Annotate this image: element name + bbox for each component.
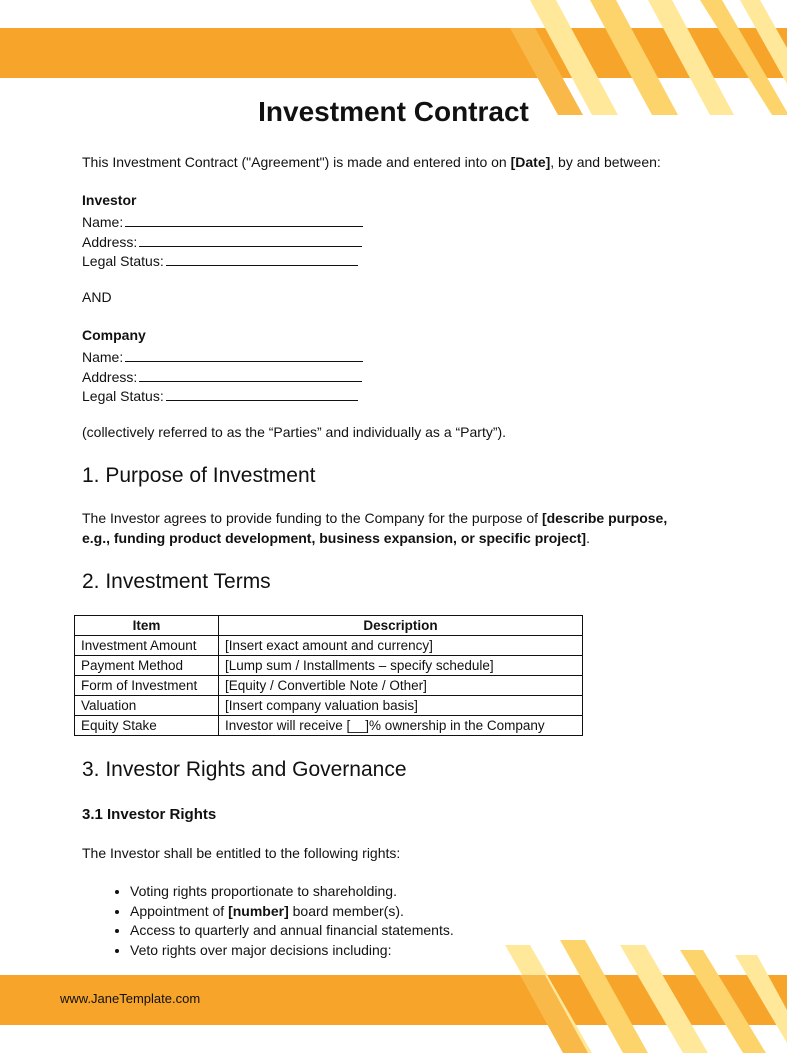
investment-terms-table (74, 615, 583, 736)
table-cell-description: Investor will receive [__]% ownership in the Company (219, 716, 583, 736)
table-cell-item: Payment Method (75, 656, 219, 676)
footer-url[interactable]: www.JaneTemplate.com (60, 991, 201, 1006)
table-row (75, 696, 583, 716)
company-legal-line[interactable] (166, 386, 358, 401)
investor-heading: Investor (82, 192, 137, 208)
section2-heading: 2. Investment Terms (82, 570, 271, 593)
investor-name-row (82, 212, 363, 230)
section3-1-heading: 3.1 Investor Rights (82, 806, 217, 823)
company-heading: Company (82, 327, 146, 343)
table-cell-item: Investment Amount (75, 636, 219, 656)
collective-note: (collectively referred to as the “Parties” and individually as a “Party”). (82, 424, 507, 440)
investor-name-line[interactable] (125, 212, 363, 227)
investor-legal-label: Legal Status: (82, 253, 164, 269)
table-cell-item: Equity Stake (75, 716, 219, 736)
table-row (75, 656, 583, 676)
board-number-placeholder: [number] (228, 902, 289, 919)
company-legal-row (82, 386, 358, 404)
company-name-row (82, 347, 363, 365)
table-header-item: Item (75, 616, 219, 636)
table-cell-description: [Insert exact amount and currency] (219, 636, 583, 656)
table-row (75, 676, 583, 696)
and-text: AND (82, 289, 112, 305)
investor-name-label: Name: (82, 214, 124, 230)
table-row (75, 716, 583, 736)
section1-purpose-placeholder: [describe purpose, (541, 510, 668, 526)
table-header-description: Description (219, 616, 583, 636)
table-cell-item: Valuation (75, 696, 219, 716)
section1-heading: 1. Purpose of Investment (82, 464, 316, 487)
section3-intro: The Investor shall be entitled to the following rights: (82, 845, 401, 861)
intro-text-end: , by and between: (550, 154, 661, 170)
company-address-row (82, 367, 362, 385)
list-item (130, 882, 454, 902)
list-item-text: Access to quarterly and annual financial statements. (130, 922, 454, 938)
list-item-text-end: board member(s). (288, 902, 404, 919)
intro-text: This Investment Contract ("Agreement") is made and entered into on (82, 154, 511, 170)
table-header-row (75, 616, 583, 636)
investor-rights-list (90, 882, 454, 960)
table-cell-description: [Insert company valuation basis] (219, 696, 583, 716)
investor-address-row (82, 232, 362, 250)
section3-heading: 3. Investor Rights and Governance (82, 758, 407, 781)
section1-text: The Investor agrees to provide funding to the Company for the purpose of (82, 510, 542, 526)
company-address-line[interactable] (139, 367, 362, 382)
intro-paragraph (82, 154, 661, 170)
table-cell-description: [Lump sum / Installments – specify schedule] (219, 656, 583, 676)
list-item-text: Veto rights over major decisions including: (130, 941, 392, 958)
table-cell-description: [Equity / Convertible Note / Other] (219, 676, 583, 696)
list-item (130, 941, 454, 961)
section1-line2 (82, 530, 590, 546)
section1-purpose-examples: e.g., funding product development, business expansion, or specific project] (82, 530, 587, 546)
list-item-text: Voting rights proportionate to shareholding. (130, 883, 397, 899)
list-item (130, 921, 454, 941)
table-cell-item: Form of Investment (75, 676, 219, 696)
table-row (75, 636, 583, 656)
investor-address-line[interactable] (139, 232, 362, 247)
company-address-label: Address: (82, 369, 138, 385)
list-item-text: Appointment of (130, 902, 229, 919)
list-item (130, 902, 454, 922)
document-title: Investment Contract (258, 96, 529, 127)
date-placeholder: [Date] (510, 154, 551, 170)
section1-period: . (586, 530, 590, 546)
investor-legal-row (82, 251, 358, 269)
company-name-label: Name: (82, 349, 124, 365)
company-legal-label: Legal Status: (82, 388, 164, 404)
section1-line1 (82, 510, 667, 526)
investor-legal-line[interactable] (166, 251, 358, 266)
investor-address-label: Address: (82, 234, 138, 250)
company-name-line[interactable] (125, 347, 363, 362)
